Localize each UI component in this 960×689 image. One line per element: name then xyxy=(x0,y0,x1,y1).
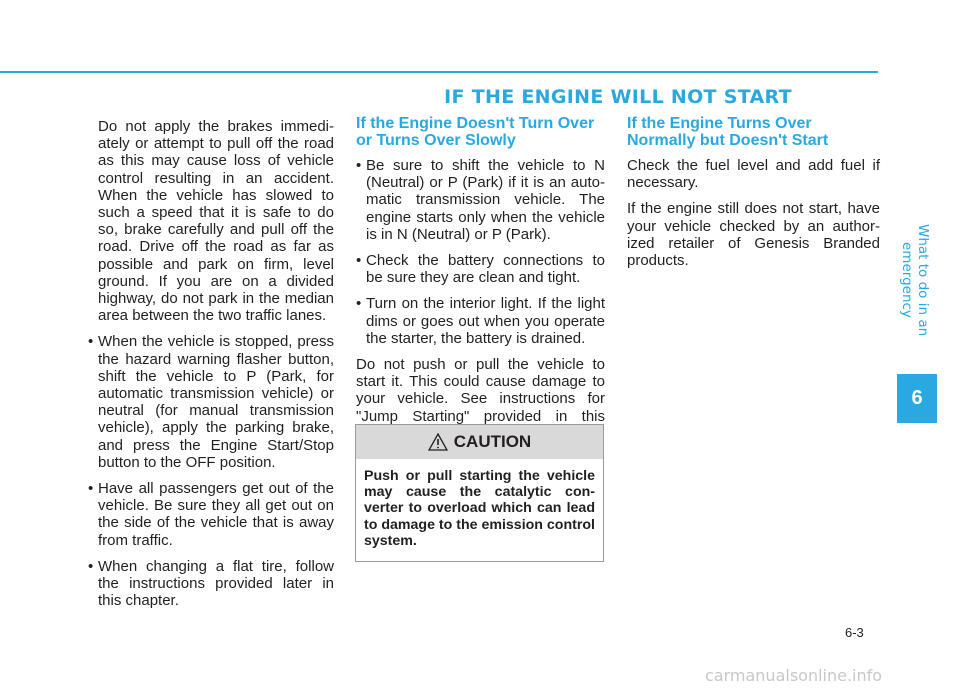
paragraph: Check the fuel level and add fuel if necessary. xyxy=(627,157,880,192)
caution-label: CAUTION xyxy=(453,432,532,451)
list-item: • Have all passengers get out of the vehicle. Be sure they all get out on the side of the vehicle that is away from traffic. xyxy=(88,480,334,549)
subheading-turns-over-normally: If the Engine Turns Over Normally but Doesn't Start xyxy=(627,115,829,149)
column-left xyxy=(88,118,334,618)
caution-text: Push or pull starting the vehicle may cause the catalytic con-verter to overload which can lead to damage to the emission control system. xyxy=(364,468,595,549)
bullet-list xyxy=(88,333,334,609)
warning-triangle-icon xyxy=(428,433,448,451)
chapter-tab: 6 xyxy=(897,374,937,423)
caution-box xyxy=(355,424,604,562)
list-item: • Turn on the interior light. If the light dims or goes out when you operate the starter, the battery is drained. xyxy=(356,295,605,347)
list-item: • When changing a flat tire, follow the instructions provided later in this chapter. xyxy=(88,558,334,610)
bullet-list xyxy=(356,157,605,347)
top-rule xyxy=(0,71,878,73)
list-item: • When the vehicle is stopped, press the hazard warning flasher button, shift the vehicle to P (Park, for automatic transmission vehicle) or neutral (for manual transmission vehicle), apply the parking brake, and press the Engine Start/Stop button to the OFF position. xyxy=(88,333,334,471)
paragraph: Do not push or pull the vehicle to start it. This could cause damage to your vehicle. See instructions for "Jump Starting" provided in this xyxy=(356,356,605,425)
list-item: • Check the battery connections to be sure they are clean and tight. xyxy=(356,252,605,286)
caution-header xyxy=(356,425,603,459)
lead-paragraph: Do not apply the brakes immedi-ately or attempt to pull off the road as this may cause loss of vehicle control resulting in an accident. When the vehicle has slowed to such a speed that it is safe to do so, brake carefully and pull off the road. Drive off the road as far as possible and park on firm, level ground. If you are on a divided highway, do not park in the median area between the two traffic lanes. xyxy=(98,118,334,325)
subheading-turn-over-slowly: If the Engine Doesn't Turn Over or Turns Over Slowly xyxy=(356,115,595,149)
column-right xyxy=(627,115,880,278)
side-chapter-label: What to do in an emergency xyxy=(899,223,931,337)
paragraph: If the engine still does not start, have your vehicle checked by an author-ized retailer of Genesis Branded products. xyxy=(627,200,880,270)
section-title: IF THE ENGINE WILL NOT START xyxy=(444,86,792,108)
watermark: carmanualsonline.info xyxy=(705,666,883,685)
list-item: • Be sure to shift the vehicle to N (Neutral) or P (Park) if it is an auto-matic transmission vehicle. The engine starts only when the vehicle is in N (Neutral) or P (Park). xyxy=(356,157,605,243)
page-number: 6-3 xyxy=(845,625,864,640)
column-middle xyxy=(356,115,605,451)
